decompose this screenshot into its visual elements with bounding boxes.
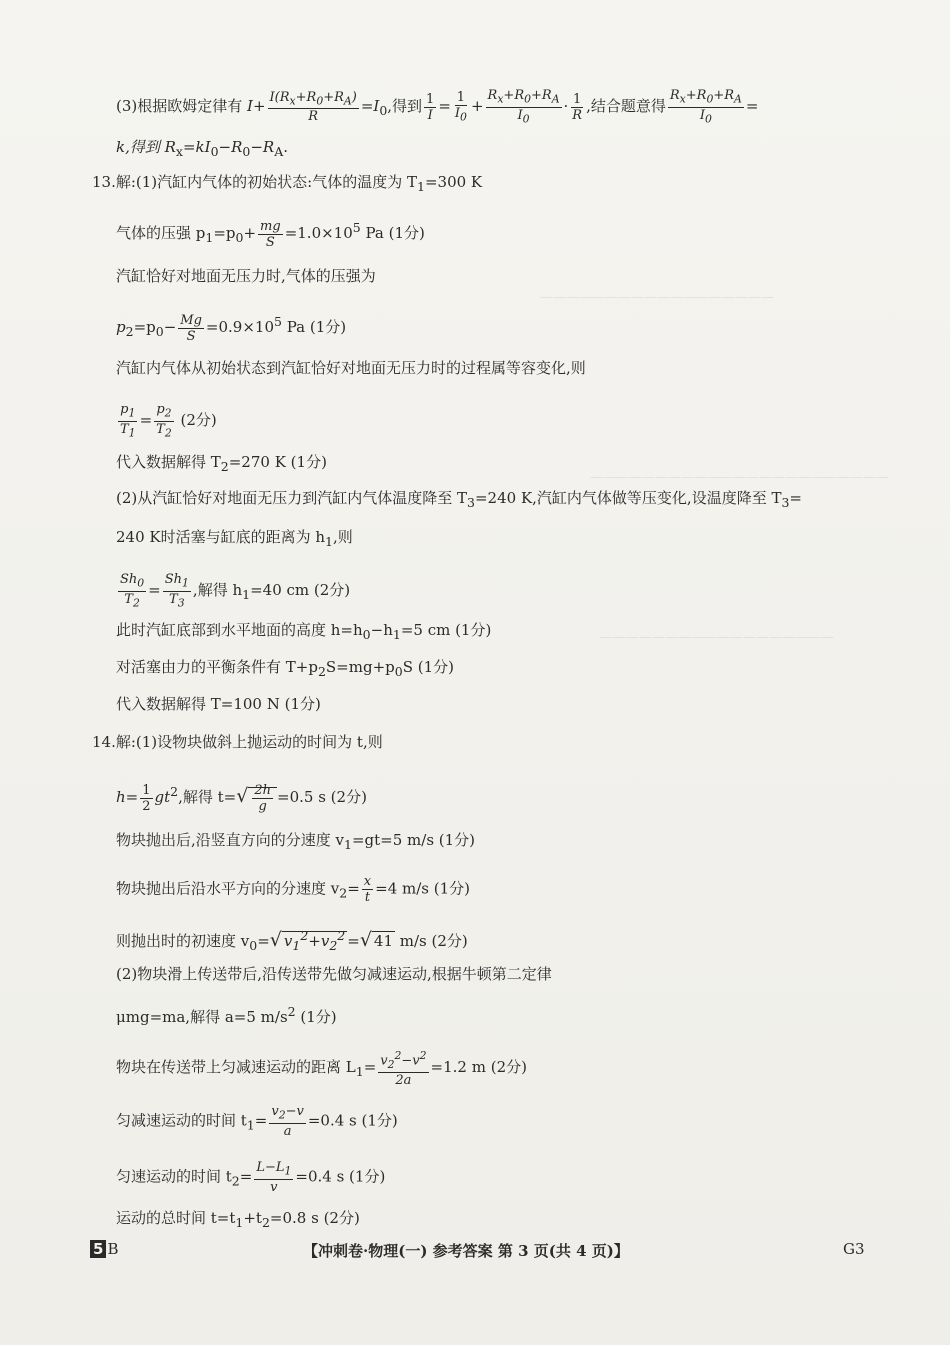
q13-heading: 13.解:(1)汽缸内气体的初始状态:气体的温度为 $T_1=300$ K bbox=[92, 173, 483, 194]
fraction: $\frac{p_2}{T_2}$ bbox=[156, 402, 172, 440]
fraction: $\frac{1}{I}$ bbox=[426, 91, 435, 123]
q13-result-t: 代入数据解得 T=100 N (1分) bbox=[116, 695, 321, 713]
q14-horizontal-velocity: 物块抛出后沿水平方向的分速度 $v_2=$ $\frac{x}{t}$ =4 m/s (1分) bbox=[116, 874, 470, 905]
badge: 5 bbox=[90, 1240, 106, 1258]
q14-initial-velocity: 则抛出时的初速度 $v_0=√$ $v_1^2+v_2^2$ =√ 41 m/s (2分) bbox=[116, 928, 468, 953]
q13-balance: 对活塞由力的平衡条件有 $T+p_2S=mg+p_0S$ (1分) bbox=[116, 658, 454, 679]
fraction: $\frac{Sh_0}{T_2}$ bbox=[120, 572, 145, 610]
q13-result-t2: 代入数据解得 $T_2=270$ K (1分) bbox=[116, 453, 327, 474]
fraction: $\frac{p_1}{T_1}$ bbox=[120, 402, 136, 440]
q14-uniform-time: 匀速运动的时间 $t_2=$ $\frac{L-L_1}{v}$ =0.4 s (1分) bbox=[116, 1160, 386, 1195]
fraction: $\frac{1}{R}$ bbox=[572, 91, 583, 123]
q12-part3-line1: (3)根据欧姆定律有 I+ $\frac{I(R_x+R_0+R_A)}{R}$ $=I_0$,得到 $\frac{1}{I}$ = $\frac{1}{I_0}$ + $\frac{R_x+R_0+R_A}{I_0}$ · $\frac{1}{R}$ ,结合题意得 $\frac{R_x+R_0+R_A}{I_0}$ = bbox=[116, 88, 759, 126]
fraction: $\frac{v_2^2-v^2}{2a}$ bbox=[380, 1049, 427, 1088]
q13-part2-line2: 240 K时活塞与缸底的距离为 $h_1$,则 bbox=[116, 528, 353, 549]
answer-page: —————————————————— ——————————————————————— —————————————————— (3)根据欧姆定律有 I+ $\frac{I(R_x+R_0+R_A)}{R}$ $=I_0$,得到 $\frac{1}{I}$ = $\frac{1}{I_0}$ + $\frac{R_x+R_0+R_A}{I_0}$ · $\frac{1}{R}$ ,结合题意得 $\frac{R_x+R_0+R_A}{I_0}$ = k,得到 $R_x=kI_0-R_0-R_A$. 13.解:(1)汽缸内气体的初始状态:气体的温度为 $T_1=300$ K 气体的压强 $p_1=p_0+$ $\frac{mg}{S}$ $=1.0\times 10^5$ Pa (1分) 汽缸恰好对地面无压力时,气体的压强为 $p_2=p_0-$ $\frac{Mg}{S}$ $=0.9\times 10^5$ Pa (1分) 汽缸内气体从初始状态到汽缸恰好对地面无压力时的过程属等容变化,则 $\frac{p_1}{T_1}$ = $\frac{p_2}{T_2}$ (2分) 代入数据解得 $T_2=270$ K (1分) (2)从汽缸恰好对地面无压力到汽缸内气体温度降至 $T_3=240$ K,汽缸内气体做等压变化,设温度降至 $T_3=$ 240 K时活塞与缸底的距离为 $h_1$,则 $\frac{Sh_0}{T_2}$ = $\frac{Sh_1}{T_3}$ ,解得 $h_1=40$ cm (2分) 此时汽缸底部到水平地面的高度 $h=h_0-h_1=5$ cm (1分) 对活塞由力的平衡条件有 $T+p_2S=mg+p_0S$ (1分) 代入数据解得 T=100 N (1分) 14.解:(1)设物块做斜上抛运动的时间为 t,则 h= $\frac{1}{2}$ $gt^2$,解得 t=√ $\frac{2h}{g}$ =0.5 s (2分) 物块抛出后,沿竖直方向的分速度 $v_1=gt=5$ m/s (1分) 物块抛出后沿水平方向的分速度 $v_2=$ $\frac{x}{t}$ =4 m/s (1分) 则抛出时的初速度 $v_0=√$ $v_1^2+v_2^2$ =√ 41 m/s (2分) (2)物块滑上传送带后,沿传送带先做匀减速运动,根据牛顿第二定律 μmg=ma,解得 a=5 $m/s^2$ (1分) 物块在传送带上匀减速运动的距离 $L_1=$ $\frac{v_2^2-v^2}{2a}$ =1.2 m (2分) 匀减速运动的时间 $t_1=$ $\frac{v_2-v}{a}$ =0.4 s (1分) 匀速运动的时间 $t_2=$ $\frac{L-L_1}{v}$ =0.4 s (1分) 运动的总时间 $t=t_1+t_2=0.8$ s (2分) 5 B 【冲刺卷·物理(一) 参考答案 第 3 页(共 4 页)】 G3 bbox=[0, 0, 950, 1345]
q12-part3-line2: k,得到 $R_x=kI_0-R_0-R_A$. bbox=[116, 138, 289, 159]
fraction: $\frac{v_2-v}{a}$ bbox=[271, 1104, 304, 1139]
q14-vertical-velocity: 物块抛出后,沿竖直方向的分速度 $v_1=gt=5$ m/s (1分) bbox=[116, 831, 476, 852]
q14-decel-distance: 物块在传送带上匀减速运动的距离 $L_1=$ $\frac{v_2^2-v^2}{2a}$ =1.2 m (2分) bbox=[116, 1049, 527, 1088]
q13-final-pressure: $p_2=p_0-$ $\frac{Mg}{S}$ $=0.9\times 10^5$ Pa (1分) bbox=[116, 312, 347, 344]
q14-total-time: 运动的总时间 $t=t_1+t_2=0.8$ s (2分) bbox=[116, 1209, 360, 1230]
footer-page-info: 【冲刺卷·物理(一) 参考答案 第 3 页(共 4 页)】 bbox=[303, 1242, 629, 1260]
q13-isochoric-equation: $\frac{p_1}{T_1}$ = $\frac{p_2}{T_2}$ (2分) bbox=[120, 402, 217, 440]
footer-version: G3 bbox=[843, 1240, 865, 1258]
fraction: $\frac{R_x+R_0+R_A}{I_0}$ bbox=[669, 88, 742, 126]
fraction: $\frac{1}{I_0}$ bbox=[454, 89, 467, 124]
q13-isobaric-equation: $\frac{Sh_0}{T_2}$ = $\frac{Sh_1}{T_3}$ ,解得 $h_1=40$ cm (2分) bbox=[120, 572, 351, 610]
fraction: $\frac{x}{t}$ bbox=[363, 874, 372, 905]
q14-decel-time: 匀减速运动的时间 $t_1=$ $\frac{v_2-v}{a}$ =0.4 s (1分) bbox=[116, 1104, 398, 1139]
q13-part2-line1: (2)从汽缸恰好对地面无压力到汽缸内气体温度降至 $T_3=240$ K,汽缸内气体做等压变化,设温度降至 $T_3=$ bbox=[116, 489, 802, 510]
fraction: $\frac{R_x+R_0+R_A}{I_0}$ bbox=[487, 88, 560, 126]
q14-part2-intro: (2)物块滑上传送带后,沿传送带先做匀减速运动,根据牛顿第二定律 bbox=[116, 965, 552, 983]
fraction: $\frac{I(R_x+R_0+R_A)}{R}$ bbox=[269, 89, 357, 125]
q14-heading: 14.解:(1)设物块做斜上抛运动的时间为 t,则 bbox=[92, 733, 383, 751]
fraction: $\frac{mg}{S}$ bbox=[260, 218, 281, 250]
q13-height: 此时汽缸底部到水平地面的高度 $h=h_0-h_1=5$ cm (1分) bbox=[116, 621, 492, 642]
q13-initial-pressure: 气体的压强 $p_1=p_0+$ $\frac{mg}{S}$ $=1.0\times 10^5$ Pa (1分) bbox=[116, 218, 425, 250]
footer-code: 5 B bbox=[90, 1240, 118, 1258]
fraction: $\frac{2h}{g}$ bbox=[254, 782, 272, 814]
fraction: $\frac{Sh_1}{T_3}$ bbox=[164, 572, 189, 610]
q13-text-line: 汽缸恰好对地面无压力时,气体的压强为 bbox=[116, 267, 376, 285]
fraction: $\frac{1}{2}$ bbox=[142, 782, 151, 814]
q13-text-line: 汽缸内气体从初始状态到汽缸恰好对地面无压力时的过程属等容变化,则 bbox=[116, 359, 586, 377]
fraction: $\frac{Mg}{S}$ bbox=[180, 312, 202, 344]
q14-acceleration: μmg=ma,解得 a=5 $m/s^2$ (1分) bbox=[116, 1004, 337, 1026]
fraction: $\frac{L-L_1}{v}$ bbox=[256, 1160, 292, 1195]
q14-time: h= $\frac{1}{2}$ $gt^2$,解得 t=√ $\frac{2h}{g}$ =0.5 s (2分) bbox=[116, 782, 367, 814]
